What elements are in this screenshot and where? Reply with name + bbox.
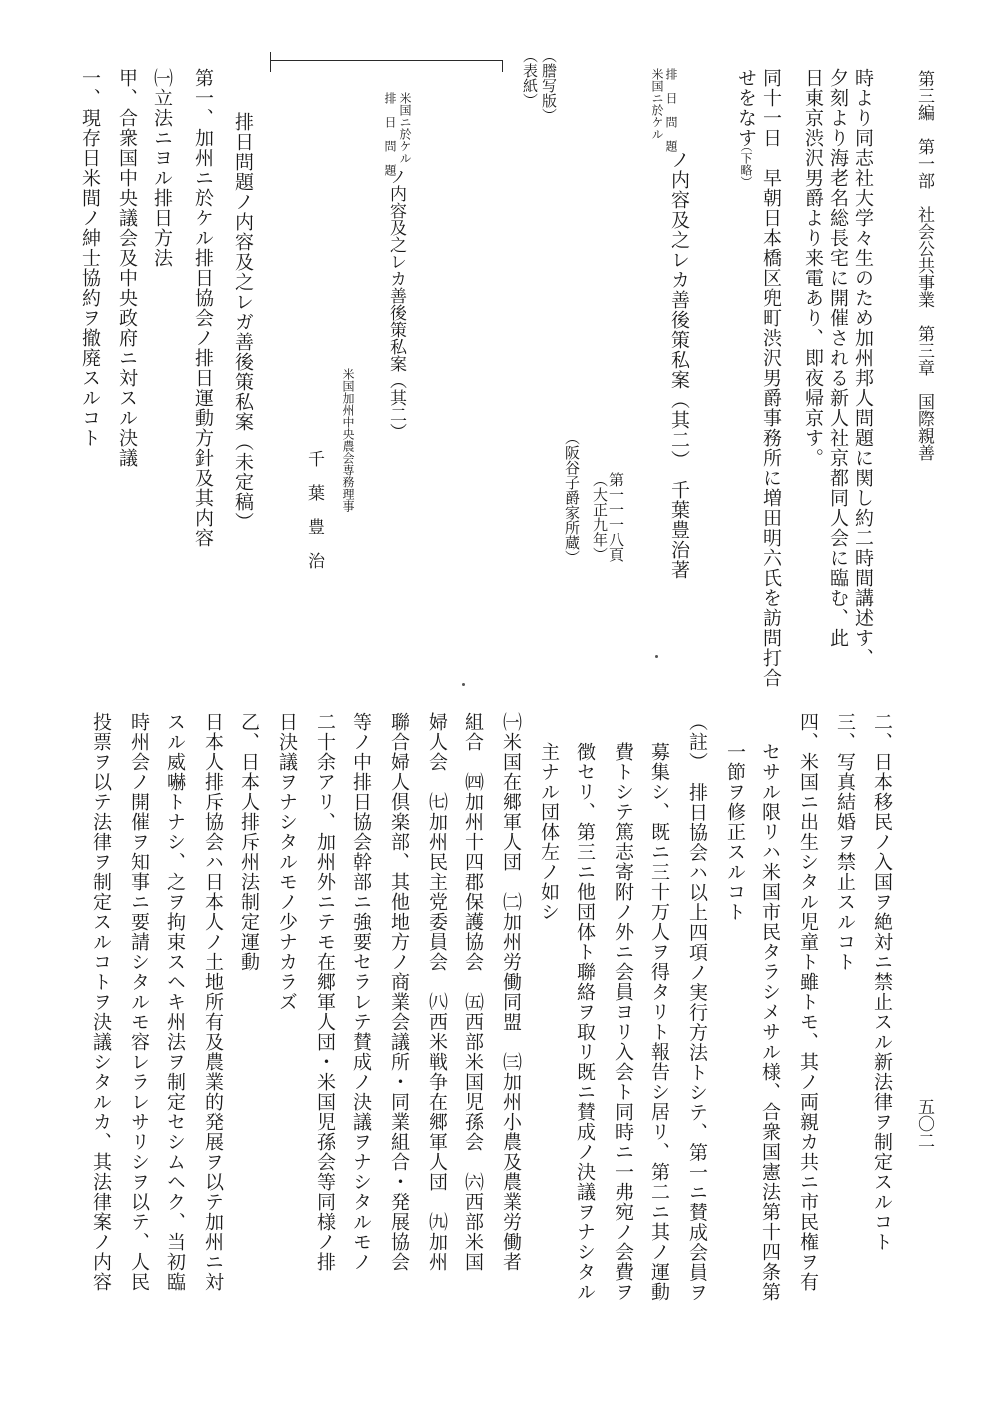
org-list-line: 等ノ中排日協会幹部ニ強要セラレテ賛成ノ決議ヲナシタルモノ <box>350 712 372 1272</box>
doc-title-prefix-a: 米国ニ於ケル <box>650 68 664 140</box>
doc-ref-year: （大正九年） <box>591 472 609 562</box>
body-line: 時州会ノ開催ヲ知事ニ要請シタルモ容レラレサリシヲ以テ、人民 <box>128 712 150 1292</box>
section-title: 排日問題ノ内容及之レガ善後策私案（未定稿） <box>232 112 254 532</box>
note-line: 募集シ、既ニ三十万人ヲ得タリト報告シ居リ、第二ニ其ノ運動 <box>648 742 670 1302</box>
cover-frame-top <box>270 60 503 61</box>
cover-title-prefix-a: 米国ニ於ケル <box>398 92 412 164</box>
subsection-heading: ㈠立法ニヨル排日方法 <box>151 68 173 268</box>
scan-speck <box>462 683 465 686</box>
doc-author: 千葉豊治著 <box>668 480 690 580</box>
body-line: 同十一日 早朝日本橋区兜町渋沢男爵事務所に増田明六氏を訪問打合 <box>760 68 782 688</box>
body-line: 時より同志社大学々生のため加州邦人問題に関し約二時間講述す、 <box>852 68 874 668</box>
note-line: 徴セリ、第三ニ他団体ト聯絡ヲ取リ既ニ賛成ノ決議ヲナシタル <box>574 742 596 1302</box>
scan-speck <box>655 655 658 658</box>
org-list-line: 聯合婦人倶楽部、其他地方ノ商業会議所・同業組合・発展協会 <box>388 712 410 1272</box>
section-heading: 第一、加州ニ於ケル排日協会ノ排日運動方針及其内容 <box>192 68 214 548</box>
cover-title: ノ内容及之レカ善後策私案（其二） <box>386 168 406 440</box>
org-list-line: 二十余アリ、加州外ニテモ在郷軍人団・米国児孫会等同様ノ排 <box>314 712 336 1272</box>
body-line: せをなす <box>735 68 757 148</box>
body-line: 一節ヲ修正スルコト <box>724 742 746 922</box>
body-line: 二、日本移民ノ入国ヲ絶対ニ禁止スル新法律ヲ制定スルコト <box>871 712 893 1252</box>
body-line: 四、米国ニ出生シタル児童ト雖トモ、其ノ両親カ共ニ市民権ヲ有 <box>797 712 819 1292</box>
doc-source: （阪谷子爵家所蔵） <box>563 430 581 565</box>
cover-title-prefix-b: 排 日 問 題 <box>383 92 397 176</box>
omission-note: （下略） <box>739 140 753 188</box>
running-title: 第三編 第一部 社会公共事業 第三章 国際親善 <box>914 70 934 461</box>
body-line: 投票ヲ以テ法律ヲ制定スルコトヲ決議シタルカ、其法律案ノ内容 <box>90 712 112 1292</box>
body-line: セサル限リハ米国市民タラシメサル様、合衆国憲法第十四条第 <box>759 742 781 1302</box>
list-item: 一、現存日米間ノ紳士協約ヲ撤廃スルコト <box>79 68 101 448</box>
cover-frame-left <box>270 52 271 72</box>
doc-ref-pages: 第一一一八頁 <box>607 472 625 562</box>
cover-label-mimeograph: （謄写版） <box>540 48 558 123</box>
body-line: スル威嚇トナシ、之ヲ拘束スヘキ州法ヲ制定セシムヘク、当初臨 <box>164 712 186 1292</box>
body-line: 夕刻より海老名総長宅に開催される新人社京都同人会に臨む、此 <box>827 68 849 648</box>
cover-label-cover: （表紙） <box>521 48 539 108</box>
doc-title: ノ内容及之レカ善後策私案（其二） <box>668 150 690 470</box>
item-heading: 甲、合衆国中央議会及中央政府ニ対スル決議 <box>116 68 138 468</box>
body-line: 日東京渋沢男爵より来電あり、即夜帰京す。 <box>802 68 824 468</box>
cover-org: 米国加州中央農会専務理事 <box>341 368 355 512</box>
item-heading: 乙、日本人排斥州法制定運動 <box>238 712 260 972</box>
org-list-line: 日決議ヲナシタルモノ少ナカラズ <box>276 712 298 1012</box>
note-line: 主ナル団体左ノ如シ <box>538 742 560 922</box>
org-list-line: 婦人会 ㈦加州民主党委員会 ㈧西米戦争在郷軍人団 ㈨加州 <box>426 712 448 1272</box>
cover-frame-right <box>502 60 503 72</box>
cover-name: 千 葉 豊 治 <box>304 450 324 569</box>
page-number: 五〇二 <box>914 1098 934 1149</box>
note-line: 費トシテ篤志寄附ノ外ニ会員ヨリ入会ト同時ニ一弗宛ノ会費ヲ <box>612 742 634 1302</box>
note-line: （註） 排日協会ハ以上四項ノ実行方法トシテ、第一ニ賛成会員ヲ <box>686 712 708 1303</box>
doc-title-prefix-b: 排 日 問 題 <box>664 68 678 152</box>
body-line: 日本人排斥協会ハ日本人ノ土地所有及農業的発展ヲ以テ加州ニ対 <box>202 712 224 1292</box>
org-list-line: ㈠米国在郷軍人団 ㈡加州労働同盟 ㈢加州小農及農業労働者 <box>500 712 522 1272</box>
org-list-line: 組合 ㈣加州十四郡保護協会 ㈤西部米国児孫会 ㈥西部米国 <box>462 712 484 1272</box>
body-line: 三、写真結婚ヲ禁止スルコト <box>834 712 856 972</box>
